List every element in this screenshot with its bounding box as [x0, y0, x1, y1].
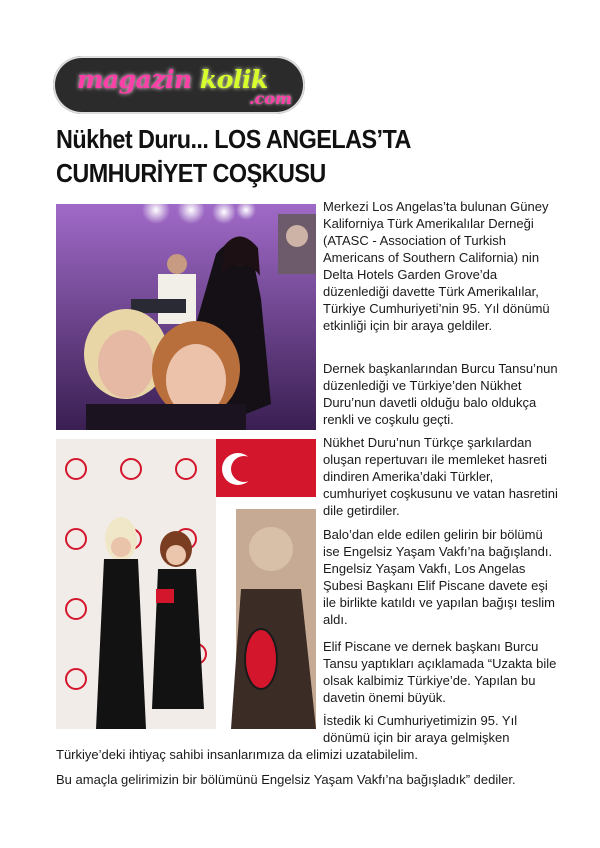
concert-photo	[56, 204, 316, 430]
paragraph-6-end: Türkiye’deki ihtiyaç sahibi insanlarımıza da elimizi uzatabilelim.	[56, 747, 418, 762]
paragraph-2: Dernek başkanlarından Burcu Tansu’nun düzenlediği ve Türkiye’den Nükhet Duru’nun davetli olduğu balo oldukça renkli ve coşkulu geçti.	[323, 361, 558, 427]
paragraph-4: Balo’dan elde edilen gelirin bir bölümü ise Engelsiz Yaşam Vakfı’na bağışlandı. Engelsiz Yaşam Vakfı, Los Angelas Şubesi Başkanı Elif Piscane davete eşi ile birlikte katıldı ve yapılan bağışı teslim aldı.	[323, 527, 555, 627]
gala-photo	[56, 439, 316, 729]
concert-photo-illustration	[56, 204, 316, 430]
paragraph-5: Elif Piscane ve dernek başkanı Burcu Tansu yaptıkları açıklamada “Uzakta bile olsak kalbimiz Türkiye’de. Yapılan bu davetin önemi büyük.	[323, 639, 557, 705]
paragraph-3: Nükhet Duru’nun Türkçe şarkılardan oluşan repertuvarı ile memleket hasreti dindiren Amerika’daki Türkler, cumhuriyet coşkusunu ve vatan hasretini dile getirdiler.	[323, 435, 558, 518]
paragraph-1: Merkezi Los Angelas’ta bulunan Güney Kaliforniya Türk Amerikalılar Derneği (ATASC - Association of Turkish Americans of Southern California) nin Delta Hotels Garden Grove’da düzenlediği davette Türk Amerikalılar, Türkiye Cumhuriyeti’nin 95. Yıl dönümü etkinliği için bir araya geldiler.	[323, 199, 550, 333]
article-headline	[56, 122, 576, 190]
headline-line-2: CUMHURİYET COŞKUSU	[56, 158, 326, 188]
logo-part-kolik: kolik	[199, 65, 268, 94]
gala-photo-illustration	[56, 439, 316, 729]
logo-part-domain: .com	[249, 89, 292, 108]
headline-line-1: Nükhet Duru... LOS ANGELAS’TA	[56, 124, 411, 154]
paragraph-7: Bu amaçla gelirimizin bir bölümünü Engelsiz Yaşam Vakfı’na bağışladık” dediler.	[56, 772, 516, 787]
logo-wordmark	[77, 65, 268, 94]
logo-part-magazin: magazin	[77, 65, 192, 94]
site-logo[interactable]	[53, 56, 305, 114]
paragraph-6-start: İstedik ki Cumhuriyetimizin 95. Yıl dönümü için bir araya gelmişken	[323, 713, 518, 745]
